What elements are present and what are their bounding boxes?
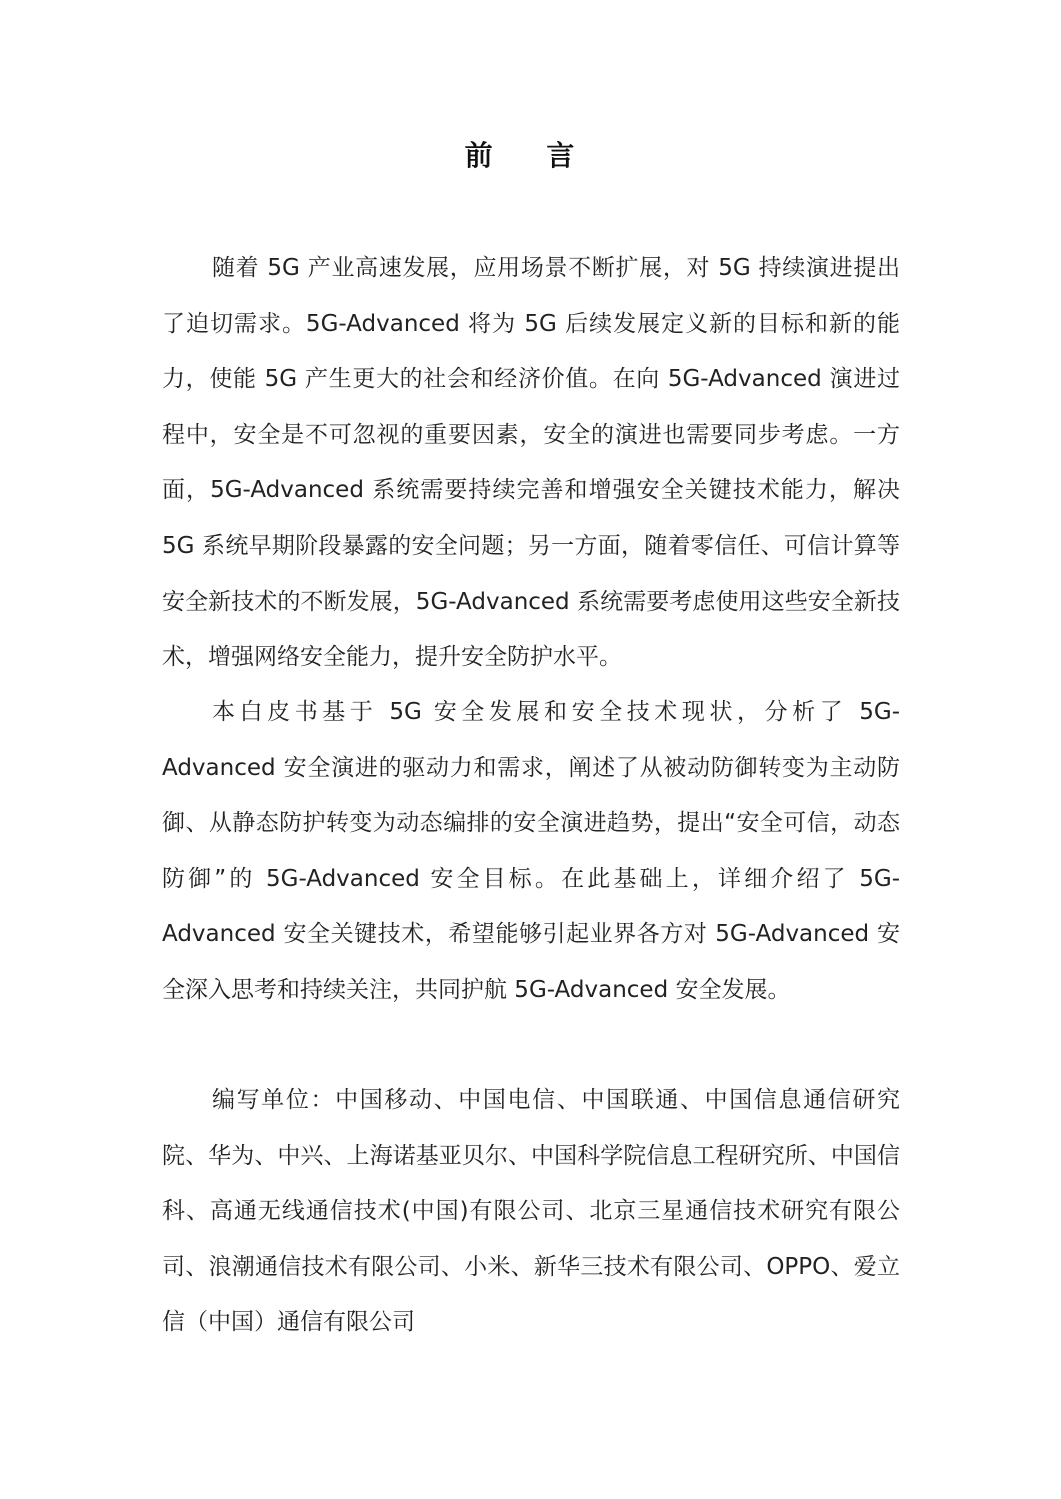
page-title: 前 言	[464, 139, 597, 172]
contributors-paragraph: 编写单位：中国移动、中国电信、中国联通、中国信息通信研究院、华为、中兴、上海诺基亚贝尔、中国科学院信息工程研究所、中国信科、高通无线通信技术(中国)有限公司、北京三星通信技术研究有限公司、浪潮通信技术有限公司、小米、新华三技术有限公司、OPPO、爱立信（中国）通信有限公司	[162, 1087, 900, 1336]
intro-paragraph-2: 本白皮书基于 5G 安全发展和安全技术现状，分析了 5G-Advanced 安全演进的驱动力和需求，阐述了从被动防御转变为主动防御、从静态防护转变为动态编排的安全演进趋势，提出“安全可信，动态防御”的 5G-Advanced 安全目标。在此基础上，详细介绍了 5G-Advanced 安全关键技术，希望能够引起业界各方对 5G-Advanced 安全深入思考和持续关注，共同护航 5G-Advanced 安全发展。	[162, 699, 900, 1003]
intro-paragraph-1: 随着 5G 产业高速发展，应用场景不断扩展，对 5G 持续演进提出了迫切需求。5G-Advanced 将为 5G 后续发展定义新的目标和新的能力，使能 5G 产生更大的社会和经济价值。在向 5G-Advanced 演进过程中，安全是不可忽视的重要因素，安全的演进也需要同步考虑。一方面，5G-Advanced 系统需要持续完善和增强安全关键技术能力，解决 5G 系统早期阶段暴露的安全问题；另一方面，随着零信任、可信计算等安全新技术的不断发展，5G-Advanced 系统需要考虑使用这些安全新技术，增强网络安全能力，提升安全防护水平。	[162, 255, 900, 671]
